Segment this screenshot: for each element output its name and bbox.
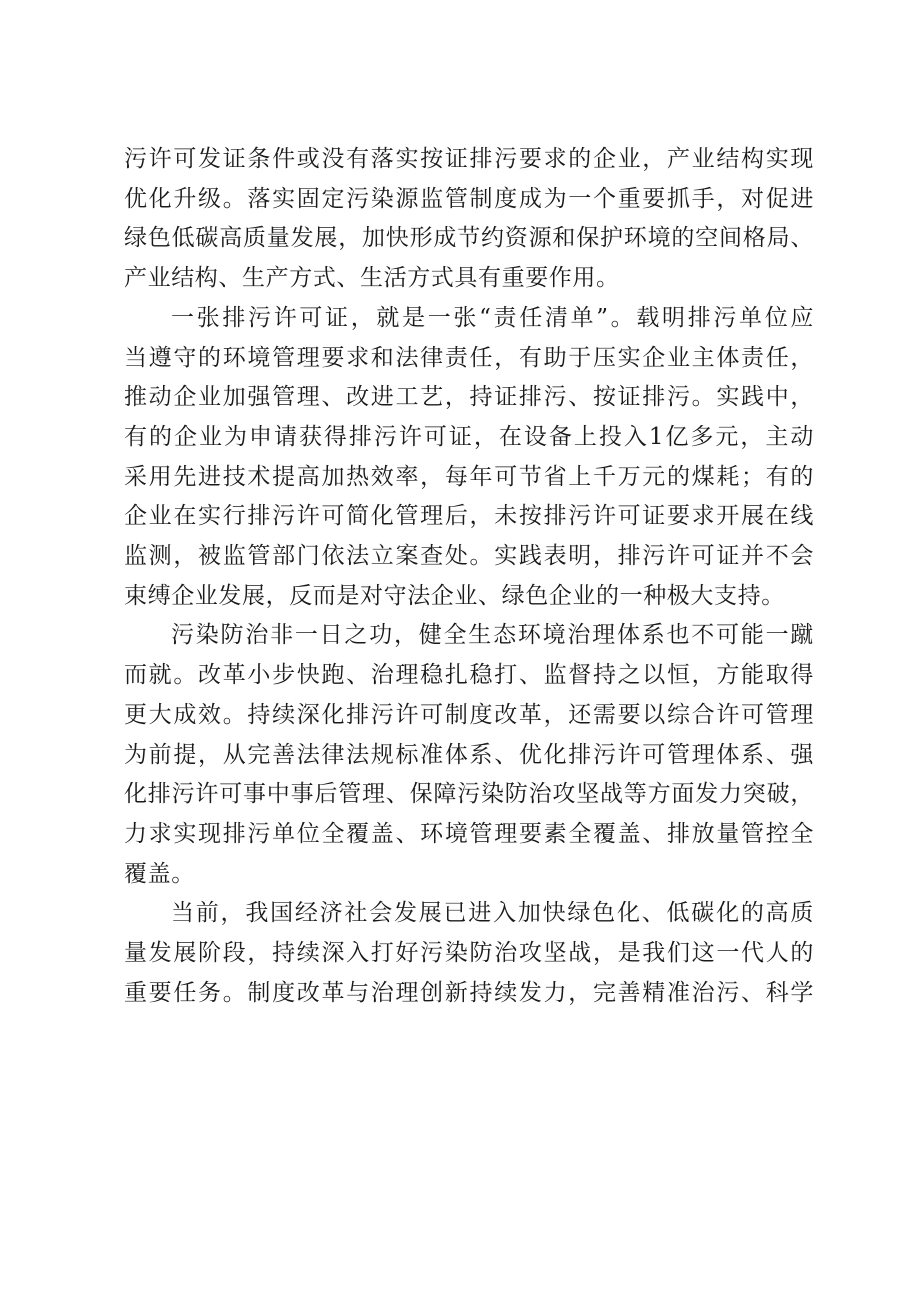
text-line: 覆盖。 bbox=[124, 860, 195, 887]
text-line: 当遵守的环境管理要求和法律责任，有助于压实企业主体责任， bbox=[124, 344, 814, 371]
text-line: 量发展阶段，持续深入打好污染防治攻坚战，是我们这一代人的 bbox=[124, 940, 814, 967]
text-line: 为前提，从完善法律法规标准体系、优化排污许可管理体系、强 bbox=[124, 741, 814, 768]
text-line: 当前，我国经济社会发展已进入加快绿色化、低碳化的高质 bbox=[171, 900, 814, 927]
text-line: 而就。改革小步快跑、治理稳扎稳打、监督持之以恒，方能取得 bbox=[124, 662, 814, 689]
text-line: 重要任务。制度改革与治理创新持续发力，完善精准治污、科学 bbox=[124, 979, 814, 1006]
text-line: 优化升级。落实固定污染源监管制度成为一个重要抓手，对促进 bbox=[124, 185, 814, 212]
text-line: 绿色低碳高质量发展，加快形成节约资源和保护环境的空间格局、 bbox=[124, 225, 814, 252]
text-line: 企业在实行排污许可简化管理后，未按排污许可证要求开展在线 bbox=[124, 503, 814, 530]
paragraph-4 bbox=[124, 894, 814, 1013]
text-line: 有的企业为申请获得排污许可证，在设备上投入1亿多元，主动 bbox=[124, 423, 814, 450]
text-line: 采用先进技术提高加热效率，每年可节省上千万元的煤耗；有的 bbox=[124, 463, 814, 490]
paragraph-3 bbox=[124, 616, 814, 894]
text-line: 化排污许可事中事后管理、保障污染防治攻坚战等方面发力突破， bbox=[124, 781, 814, 808]
text-line: 推动企业加强管理、改进工艺，持证排污、按证排污。实践中， bbox=[124, 384, 814, 411]
text-line: 污染防治非一日之功，健全生态环境治理体系也不可能一蹴 bbox=[171, 622, 814, 649]
text-line: 力求实现排污单位全覆盖、环境管理要素全覆盖、排放量管控全 bbox=[124, 820, 814, 847]
paragraph-1 bbox=[124, 140, 814, 299]
text-line: 束缚企业发展，反而是对守法企业、绿色企业的一种极大支持。 bbox=[124, 582, 785, 609]
text-line: 一张排污许可证，就是一张“责任清单”。载明排污单位应 bbox=[171, 304, 814, 331]
text-line: 更大成效。持续深化排污许可制度改革，还需要以综合许可管理 bbox=[124, 701, 814, 728]
paragraph-2 bbox=[124, 299, 814, 617]
text-line: 监测，被监管部门依法立案查处。实践表明，排污许可证并不会 bbox=[124, 543, 814, 570]
article-body bbox=[124, 140, 814, 1013]
text-line: 污许可发证条件或没有落实按证排污要求的企业，产业结构实现 bbox=[124, 146, 814, 172]
text-line: 产业结构、生产方式、生活方式具有重要作用。 bbox=[124, 265, 620, 292]
